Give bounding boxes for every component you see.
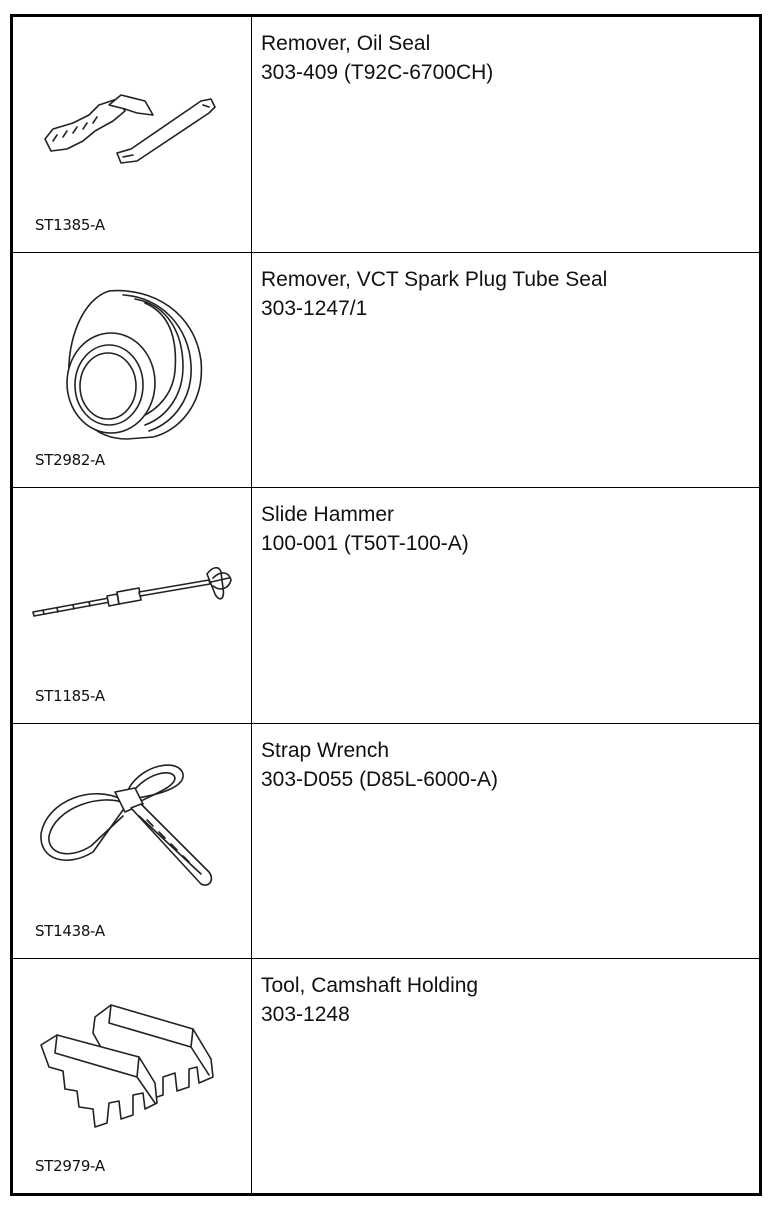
tool-image-code: ST1438-A <box>35 921 105 940</box>
tool-part-number: 303-409 (T92C-6700CH) <box>261 61 494 84</box>
tool-row <box>13 958 759 1193</box>
tool-image-code: ST2979-A <box>35 1157 105 1176</box>
tool-image-cell <box>13 17 252 252</box>
tool-description-cell <box>252 17 759 252</box>
tool-name: Remover, Oil Seal <box>261 32 431 55</box>
tool-image-cell <box>13 488 252 722</box>
special-tools-table <box>10 14 762 1196</box>
tool-name: Slide Hammer <box>261 503 395 527</box>
tool-name: Remover, VCT Spark Plug Tube Seal <box>261 268 608 292</box>
tool-row <box>13 252 759 487</box>
tool-description-cell <box>252 724 759 958</box>
tool-part-number: 100-001 (T50T-100-A) <box>261 532 469 556</box>
tool-image-cell <box>13 724 252 958</box>
tool-description-cell <box>252 959 759 1193</box>
tool-row <box>13 723 759 958</box>
tool-image-code: ST2982-A <box>35 451 105 470</box>
tool-row <box>13 487 759 722</box>
tool-part-number: 303-1248 <box>261 1002 350 1026</box>
tool-image-cell <box>13 959 252 1193</box>
tool-image-cell <box>13 253 252 487</box>
tool-part-number: 303-D055 (D85L-6000-A) <box>261 767 498 791</box>
tool-description-cell <box>252 253 759 487</box>
tool-name: Strap Wrench <box>261 738 389 762</box>
tool-description-cell <box>252 488 759 722</box>
tool-row <box>13 17 759 252</box>
tool-part-number: 303-1247/1 <box>261 297 368 321</box>
tool-name: Tool, Camshaft Holding <box>261 973 479 997</box>
tool-image-code: ST1185-A <box>35 686 105 705</box>
tool-image-code: ST1385-A <box>35 216 105 235</box>
